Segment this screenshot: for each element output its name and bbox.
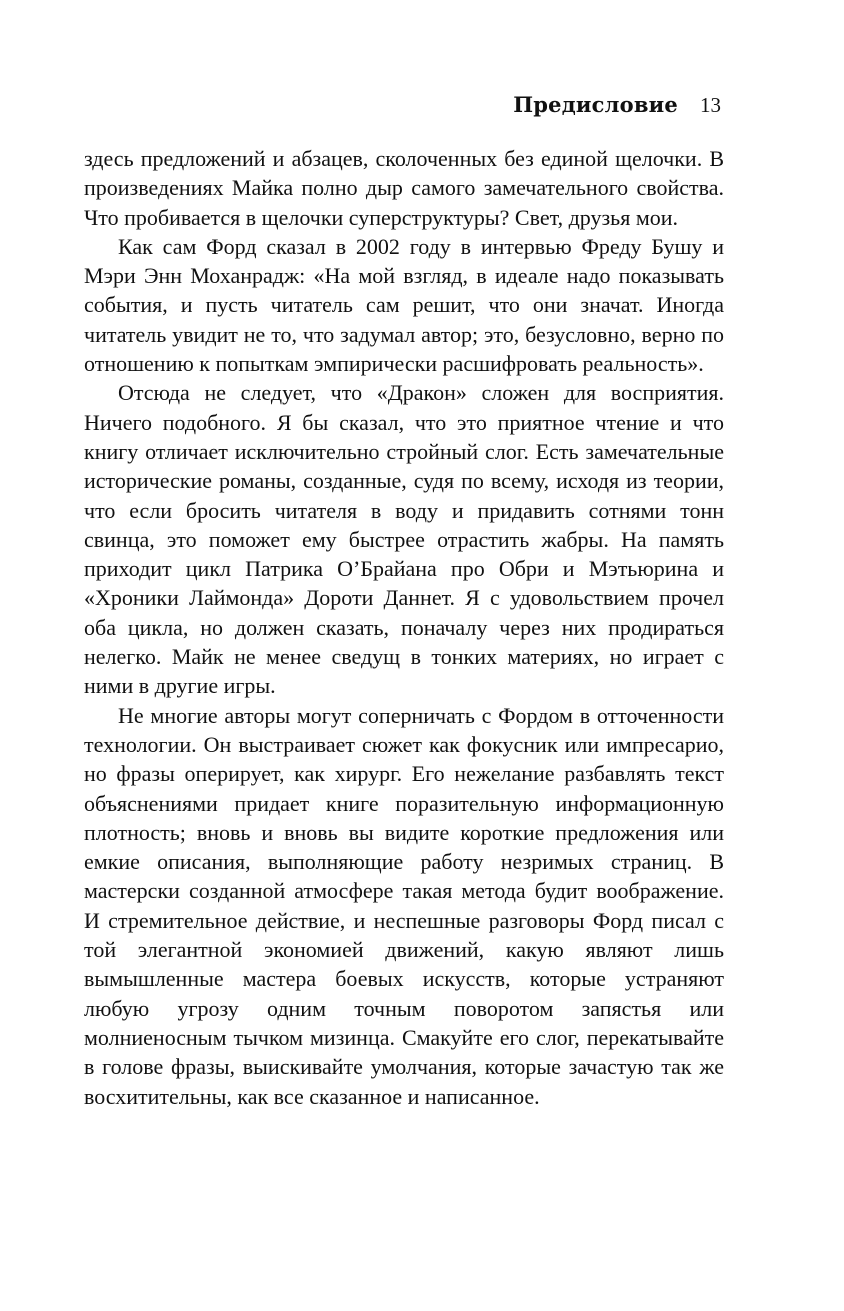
- paragraph: Не многие авторы могут соперничать с Фордом в отточенности технологии. Он выстраивает сюжет как фокусник или импресарио, но фразы оперирует, как хирург. Его нежелание разбавлять текст объяснениями придает книге поразительную информационную плотность; вновь и вновь вы видите короткие предложения или емкие описания, выполняющие работу незримых страниц. В мастерски созданной атмосфере такая метода будит воображение. И стремительное действие, и неспешные разговоры Форд писал с той элегантной экономией движений, какую являют лишь вымышленные мастера боевых искусств, которые устраняют любую угрозу одним точным поворотом запястья или молниеносным тычком мизинца. Смакуйте его слог, перекатывайте в голове фразы, выискивайте умолчания, которые зачастую так же восхитительны, как все сказанное и написанное.: [84, 702, 724, 1109]
- paragraph: Как сам Форд сказал в 2002 году в интервью Фреду Бушу и Мэри Энн Моханрадж: «На мой взгляд, в идеале надо показывать события, и пусть читатель сам решит, что они значат. Иногда читатель увидит не то, что задумал автор; это, безусловно, верно по отношению к попыткам эмпирически расшифровать реальность».: [84, 233, 724, 377]
- running-header: [513, 92, 721, 118]
- page-number: 13: [700, 93, 721, 117]
- paragraph: Отсюда не следует, что «Дракон» сложен для восприятия. Ничего подобного. Я бы сказал, что это приятное чтение и что книгу отличает исключительно стройный слог. Есть замечательные исторические романы, созданные, судя по всему, исходя из теории, что если бросить читателя в воду и придавить сотнями тонн свинца, это поможет ему быстрее отрастить жабры. На память приходит цикл Патрика О’Брайана про Обри и Мэтьюрина и «Хроники Лаймонда» Дороти Даннет. Я с удовольствием прочел оба цикла, но должен сказать, поначалу через них продираться нелегко. Майк не менее сведущ в тонких материях, но играет с ними в другие игры.: [84, 380, 724, 699]
- paragraph-continued: здесь предложений и абзацев, сколоченных без единой щелочки. В произведениях Майка полно дыр самого замечательного свойства. Что пробивается в щелочки суперструктуры? Свет, друзья мои.: [84, 146, 724, 230]
- body-text: [84, 144, 724, 1111]
- section-title: Предисловие: [513, 92, 678, 117]
